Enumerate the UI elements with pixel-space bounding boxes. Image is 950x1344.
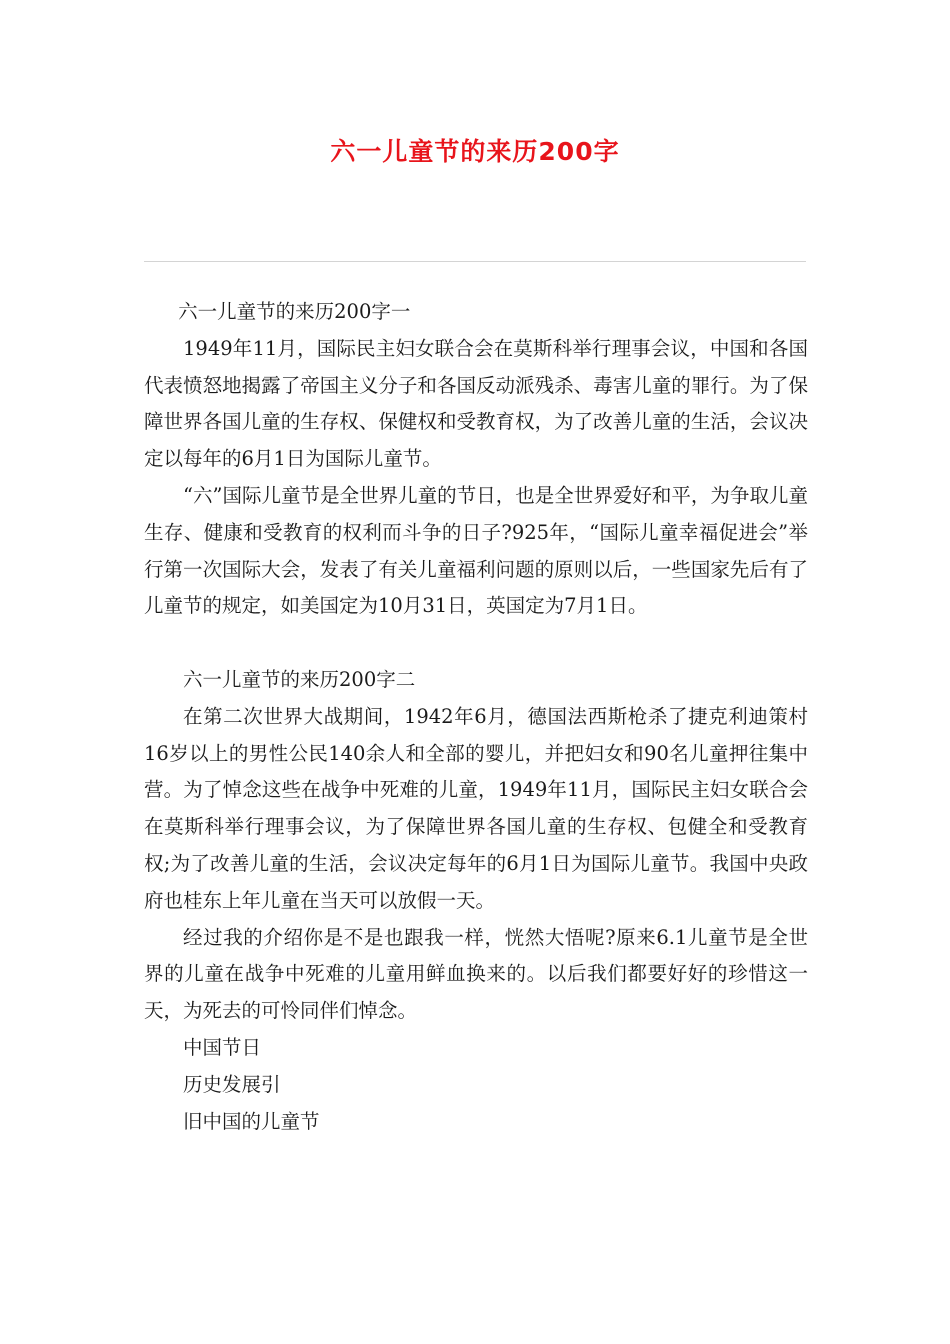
section-1-heading: 六一儿童节的来历200字一 [178, 300, 411, 323]
section-spacer [144, 625, 808, 662]
title-divider [144, 261, 806, 262]
section-1-paragraph-2: “六”国际儿童节是全世界儿童的节日，也是全世界爱好和平，为争取儿童生存、健康和受教育的权利而斗争的日子?925年，“国际儿童幸福促进会”举行第一次国际大会，发表了有关儿童福利问题的原则以后，一些国家先后有了儿童节的规定，如美国定为10月31日，英国定为7月1日。 [144, 483, 808, 618]
section-2-line-old-china: 旧中国的儿童节 [183, 1109, 320, 1133]
section-2-paragraph-1: 在第二次世界大战期间，1942年6月，德国法西斯枪杀了捷克利迪策村16岁以上的男性公民140余人和全部的婴儿，并把妇女和90名儿童押往集中营。为了悼念这些在战争中死难的儿童，1949年11月，国际民主妇女联合会在莫斯科举行理事会议，为了保障世界各国儿童的生存权、包健全和受教育权;为了改善儿童的生活，会议决定每年的6月1日为国际儿童节。我国中央政府也桂东上年儿童在当天可以放假一天。 [144, 704, 808, 912]
section-2-line-history: 历史发展引 [183, 1072, 281, 1096]
document-title: 六一儿童节的来历200字 [330, 137, 620, 166]
document-body [144, 294, 808, 1140]
section-2-line-chinese-festivals: 中国节日 [183, 1035, 262, 1059]
section-2-heading: 六一儿童节的来历200字二 [183, 667, 416, 691]
section-1-paragraph-1: 1949年11月，国际民主妇女联合会在莫斯科举行理事会议，中国和各国代表愤怒地揭露了帝国主义分子和各国反动派残杀、毒害儿童的罪行。为了保障世界各国儿童的生存权、保健权和受教育权，为了改善儿童的生活，会议决定以每年的6月1日为国际儿童节。 [144, 336, 808, 471]
section-2-paragraph-2: 经过我的介绍你是不是也跟我一样，恍然大悟呢?原来6.1儿童节是全世界的儿童在战争中死难的儿童用鲜血换来的。以后我们都要好好的珍惜这一天，为死去的可怜同伴们悼念。 [144, 925, 808, 1023]
